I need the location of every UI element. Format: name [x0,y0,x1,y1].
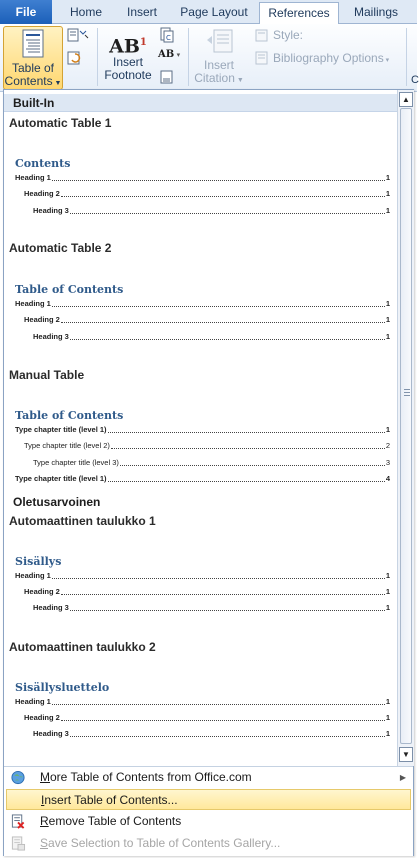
table-of-contents-icon [21,29,45,59]
ribbon-separator [406,28,407,86]
svg-text:C: C [166,34,171,42]
gallery-category-header: Built-In [4,94,397,112]
submenu-arrow-icon: ▶ [399,773,406,782]
toc-preview-line: Type chapter title (level 2) 2 [24,441,390,450]
menu-item-label: Insert Table of Contents... [41,793,178,807]
ribbon-separator [97,28,98,86]
remove-toc-menu-item[interactable] [6,811,411,832]
gallery-scrollbar[interactable] [397,90,414,766]
toc-preview-line: Heading 3 1 [33,206,390,215]
toc-preview-line: Heading 2 1 [24,587,390,596]
save-selection-icon [10,836,26,851]
scrollbar-grip-icon [404,389,410,396]
remove-toc-icon [10,814,26,829]
globe-icon [10,770,26,785]
toc-preview-line: Heading 2 1 [24,315,390,324]
footnote-label-line1: Insert [112,55,143,69]
toc-preview-line: Heading 1 1 [15,173,390,182]
toc-preview-line: Type chapter title (level 1) 1 [15,425,390,434]
save-selection-menu-item[interactable] [6,833,411,854]
ribbon [0,24,417,92]
scroll-up-button[interactable]: ▲ [399,92,413,107]
menu-item-label: Remove Table of Contents [40,814,182,828]
gallery-item-title: Automatic Table 2 [9,241,112,255]
toc-menu [4,766,413,856]
toc-label-line1: Table of [11,61,55,75]
style-label: Style: [273,28,304,42]
toc-preview-line: Heading 3 1 [33,332,390,341]
gallery-item-title: Automatic Table 1 [9,116,112,130]
gallery-item-title: Automaattinen taulukko 1 [9,514,156,528]
toc-preview-heading: Contents [15,157,71,170]
table-of-contents-gallery [3,89,414,856]
menu-item-label: Save Selection to Table of Contents Gallery... [40,836,281,850]
menu-item-label: More Table of Contents from Office.com [40,770,252,784]
more-toc-from-office-menu-item[interactable] [6,767,411,788]
add-text-icon[interactable] [67,28,91,42]
manage-sources-icon[interactable] [255,28,269,42]
citation-label-line1: Insert [203,58,234,72]
toc-preview-line: Heading 3 1 [33,603,390,612]
tab-mailings[interactable]: Mailings [353,5,398,19]
toc-preview-line: Heading 1 1 [15,571,390,580]
gallery-item-title: Automaattinen taulukko 2 [9,640,156,654]
footnote-label-line2: Footnote [104,68,152,82]
toc-preview-line: Type chapter title (level 1) 4 [15,474,390,483]
citation-label-line2: Citation ▼ [194,71,244,85]
insert-footnote-button[interactable] [100,28,156,90]
toc-preview-line: Heading 2 1 [24,189,390,198]
toc-preview-heading: Table of Contents [15,283,124,296]
tab-references[interactable]: References [259,2,339,25]
ribbon-tab-bar [0,0,417,24]
toc-preview-line: Heading 1 1 [15,299,390,308]
gallery-item-title: Manual Table [9,368,85,382]
next-footnote-icon[interactable]: AB ▾ [158,49,181,60]
toc-preview-line: Type chapter title (level 3) 3 [33,458,390,467]
insert-citation-button[interactable] [194,28,244,90]
toc-preview-line: Heading 3 1 [33,729,390,738]
toc-preview-line: Heading 2 1 [24,713,390,722]
scroll-down-button[interactable]: ▼ [399,747,413,762]
insert-toc-menu-item[interactable] [6,789,411,810]
bibliography-icon[interactable] [255,51,269,65]
tab-page-layout[interactable]: Page Layout [180,5,248,19]
scrollbar-thumb[interactable] [400,108,412,744]
tab-home[interactable]: Home [69,5,102,19]
show-notes-icon[interactable] [160,70,174,84]
toc-label-line2: Contents ▼ [4,74,62,88]
toc-preview-heading: Table of Contents [15,409,124,422]
ribbon-group-overflow: C [411,74,419,86]
footnote-icon: $AB^1$ [109,35,147,58]
tab-file[interactable]: File [0,0,52,24]
insert-endnote-icon[interactable] [159,27,175,43]
ribbon-separator [188,28,189,86]
bibliography-options-button[interactable]: Bibliography Options ▾ [273,51,390,65]
toc-preview-heading: Sisällysluettelo [15,681,110,694]
update-table-icon[interactable] [67,51,83,65]
table-of-contents-button[interactable] [3,26,63,90]
toc-preview-line: Heading 1 1 [15,697,390,706]
tab-insert[interactable]: Insert [126,5,157,19]
toc-preview-heading: Sisällys [15,555,62,568]
citation-icon [204,28,234,56]
gallery-category-header: Oletusarvoinen [4,493,397,511]
gallery-scroll-area [4,90,397,766]
